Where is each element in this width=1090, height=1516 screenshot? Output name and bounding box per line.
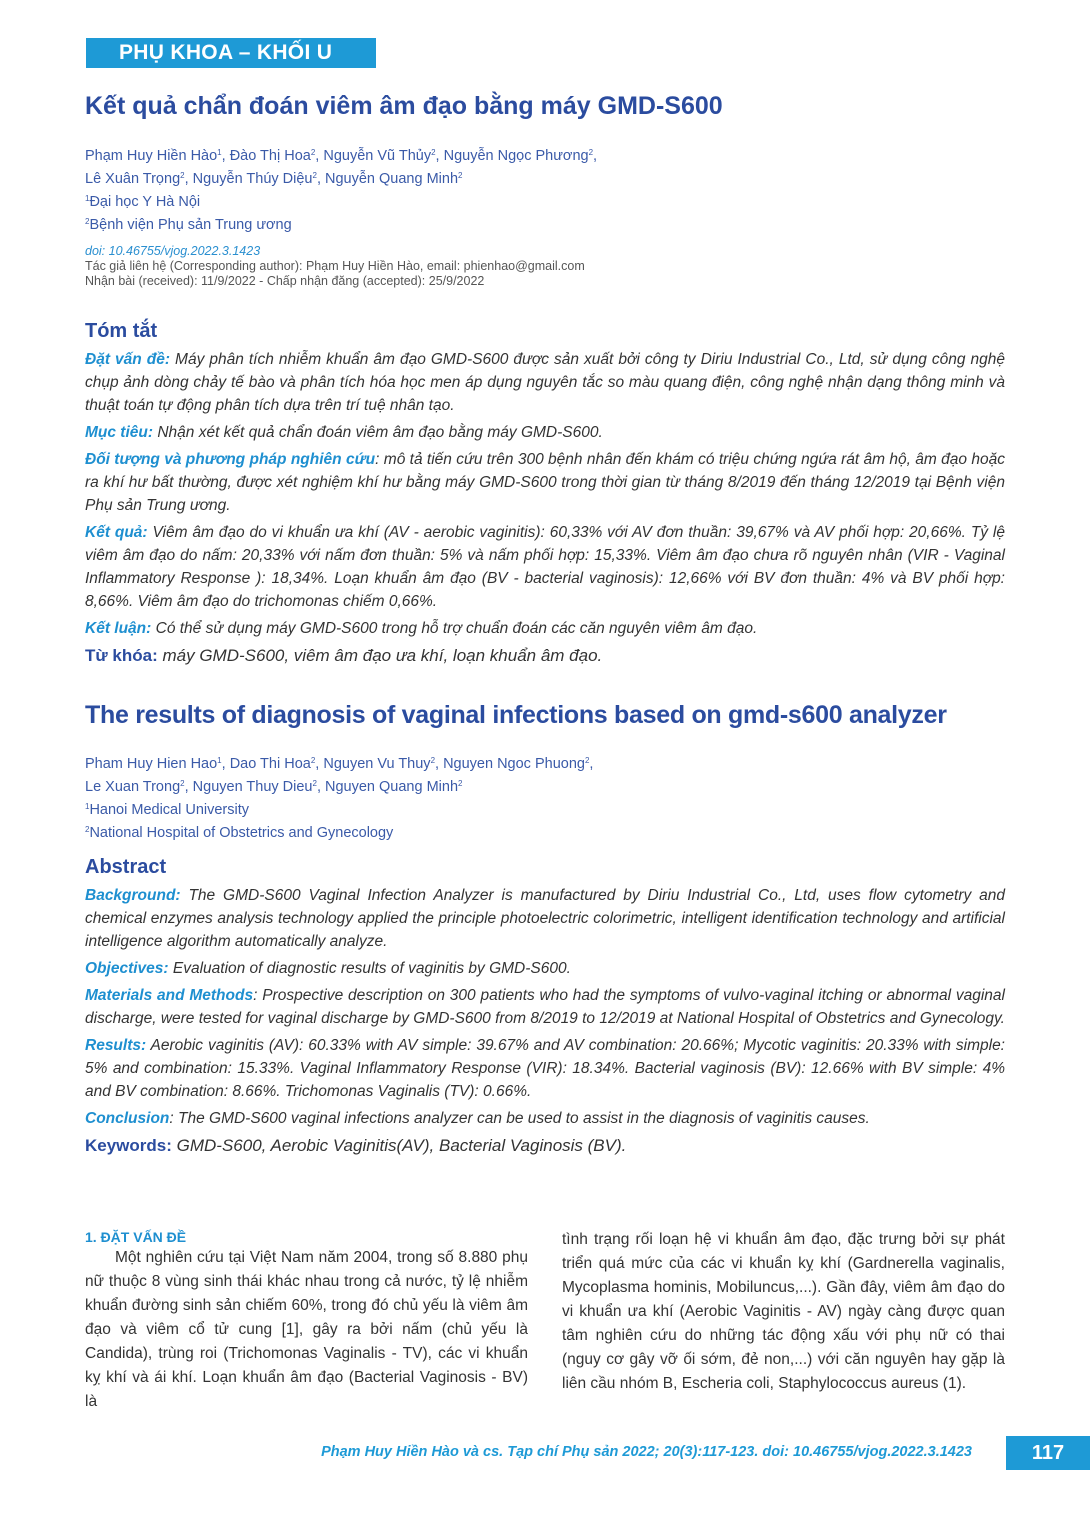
page-number: 117 — [1006, 1436, 1090, 1470]
abstract-background: Background: The GMD-S600 Vaginal Infection Analyzer is manufactured by Diriu Industrial Co., Ltd, uses flow cytometry and chemical enzymes analysis technology applied the principle photoelectric colorimetric, intelligent identification technology and artificial intelligence algorithm automatically analyze. — [85, 887, 1005, 950]
section-heading-dat-van-de: 1. ĐẶT VẤN ĐỀ — [85, 1229, 187, 1245]
footer-citation: Phạm Huy Hiền Hào và cs. Tạp chí Phụ sản 2022; 20(3):117-123. doi: 10.46755/vjog.2022.3.1423 — [321, 1444, 972, 1460]
abstract-methods: Materials and Methods: Prospective description on 300 patients who had the symptoms of vulvo-vaginal itching or abnormal vaginal discharge, were tested for vaginal discharge by GMD-S600 from 8/2019 to 12/2019 at National Hospital of Obstetrics and Gynecology. — [85, 987, 1005, 1027]
abstract-body — [85, 884, 1005, 1161]
authors-en — [85, 751, 593, 843]
abstract-results: Results: Aerobic vaginitis (AV): 60.33% with AV simple: 39.67% and AV combination: 20.66%; Mycotic vaginitis: 20.33% with simple: 5% and combination: 15.33%. Vaginal Inflammatory Response (VIR): 18.34%. Bacterial vaginosis (BV): 12.66% with BV simple: 4% and BV combination: 8.66%. Trichomonas Vaginalis (TV): 0.66%. — [85, 1037, 1005, 1100]
tomtat-ket-qua: Kết quả: Viêm âm đạo do vi khuẩn ưa khí (AV - aerobic vaginitis): 60,33% với AV đơn thuần: 39,67% và AV phối hợp: 20,66%. Tỷ lệ viêm âm đạo do nấm: 20,33% với nấm đơn thuần: 5% và nấm phối hợp: 15,33%. Viêm âm đạo chưa rõ nguyên nhân (VIR - Vaginal Inflammatory Response ): 18,34%. Loạn khuẩn âm đạo (BV - bacterial vaginosis): 12,66% với BV đơn thuần: 4% và BV phối hợp: 8,66%. Viêm âm đạo do trichomonas chiếm 0,66%. — [85, 524, 1005, 610]
tomtat-heading: Tóm tắt — [85, 320, 158, 342]
affiliation-2-en: $^2$National Hospital of Obstetrics and Gynecology — [85, 825, 394, 841]
abstract-conclusion: Conclusion: The GMD-S600 vaginal infections analyzer can be used to assist in the diagnosis of vaginitis causes. — [85, 1110, 870, 1127]
abstract-objectives: Objectives: Evaluation of diagnostic results of vaginitis by GMD-S600. — [85, 960, 571, 977]
doi-link[interactable]: doi: 10.46755/vjog.2022.3.1423 — [85, 244, 261, 258]
authors-en-line1: Pham Huy Hien Hao$^1$, Dao Thi Hoa$^2$, Nguyen Vu Thuy$^2$, Nguyen Ngoc Phuong$^2$, — [85, 756, 594, 772]
authors-vi-line2: Lê Xuân Trọng$^2$, Nguyễn Thúy Diệu$^2$, Nguyễn Quang Minh$^2$ — [85, 171, 463, 187]
tomtat-dat-van-de: Đặt vấn đề: Máy phân tích nhiễm khuẩn âm đạo GMD-S600 được sản xuất bởi công ty Diriu Industrial Co., Ltd, sử dụng công nghệ chụp ảnh dòng chảy tế bào và phân tích hóa học men áp dụng nguyên tắc so màu quang điện, công nghệ nhận dạng thông minh và thuật toán tự động phân tích dựa trên trí tuệ nhân tạo. — [85, 351, 1005, 414]
tomtat-muc-tieu: Mục tiêu: Nhận xét kết quả chẩn đoán viêm âm đạo bằng máy GMD-S600. — [85, 424, 603, 441]
tomtat-doi-tuong: Đối tượng và phương pháp nghiên cứu: mô tả tiến cứu trên 300 bệnh nhân đến khám có triệu chứng ngứa rát âm hộ, âm đạo hoặc ra khí hư bất thường, được xét nghiệm khí hư bằng máy GMD-S600 trong thời gian từ tháng 8/2019 đến tháng 12/2019 tại Bệnh viện Phụ sản Trung ương. — [85, 451, 1005, 514]
article-title-en: The results of diagnosis of vaginal infections based on gmd-s600 analyzer — [85, 701, 947, 729]
authors-vi-line1: Phạm Huy Hiền Hào$^1$, Đào Thị Hoa$^2$, Nguyễn Vũ Thủy$^2$, Nguyễn Ngọc Phương$^2$, — [85, 148, 598, 164]
received-dates: Nhận bài (received): 11/9/2022 - Chấp nhận đăng (accepted): 25/9/2022 — [85, 274, 485, 288]
body-column-right — [562, 1228, 1005, 1396]
authors-en-line2: Le Xuan Trong$^2$, Nguyen Thuy Dieu$^2$, Nguyen Quang Minh$^2$ — [85, 779, 463, 795]
section-tag: PHỤ KHOA – KHỐI U — [86, 38, 376, 68]
article-title-vi: Kết quả chẩn đoán viêm âm đạo bằng máy GMD-S600 — [85, 92, 723, 120]
corresponding-author: Tác giả liên hệ (Corresponding author): Phạm Huy Hiền Hào, email: phienhao@gmail.com — [85, 259, 585, 273]
tomtat-body — [85, 348, 1005, 671]
tomtat-tu-khoa: Từ khóa: máy GMD-S600, viêm âm đạo ưa khí, loạn khuẩn âm đạo. — [85, 646, 603, 665]
tomtat-ket-luan: Kết luận: Có thể sử dụng máy GMD-S600 trong hỗ trợ chuẩn đoán các căn nguyên viêm âm đạo. — [85, 620, 758, 637]
body-column-left — [85, 1228, 528, 1414]
affiliation-2-vi: $^2$Bệnh viện Phụ sản Trung ương — [85, 217, 292, 233]
abstract-keywords: Keywords: GMD-S600, Aerobic Vaginitis(AV), Bacterial Vaginosis (BV). — [85, 1136, 627, 1155]
affiliation-1-en: $^1$Hanoi Medical University — [85, 802, 250, 818]
body-paragraph-right: tình trạng rối loạn hệ vi khuẩn âm đạo, đặc trưng bởi sự phát triển quá mức của các vi khuẩn kỵ khí (Gardnerella vaginalis, Mycoplasma hominis, Mobiluncus,...). Gần đây, viêm âm đạo do vi khuẩn ưa khí (Aerobic Vaginitis - AV) ngày càng được quan tâm nghiên cứu do những tác động xấu với phụ nữ có thai (nguy cơ gây vỡ ối sớm, đẻ non,...) với căn nguyên hay gặp là liên cầu nhóm B, Escheria coli, Staphylococcus aureus (1). — [562, 1231, 1005, 1392]
authors-vi — [85, 143, 597, 235]
abstract-heading: Abstract — [85, 856, 167, 878]
body-paragraph-left: Một nghiên cứu tại Việt Nam năm 2004, trong số 8.880 phụ nữ thuộc 8 vùng sinh thái khác nhau trong cả nước, tỷ lệ nhiễm khuẩn đường sinh sản chiếm 60%, trong đó chủ yếu là viêm âm đạo và viêm cổ tử cung [1], gây ra bởi nấm (chủ yếu là Candida), trùng roi (Trichomonas Vaginalis - TV), các vi khuẩn kỵ khí và ái khí. Loạn khuẩn âm đạo (Bacterial Vaginosis - BV) là — [85, 1249, 528, 1410]
affiliation-1-vi: $^1$Đại học Y Hà Nội — [85, 194, 201, 210]
article-meta — [85, 244, 585, 289]
